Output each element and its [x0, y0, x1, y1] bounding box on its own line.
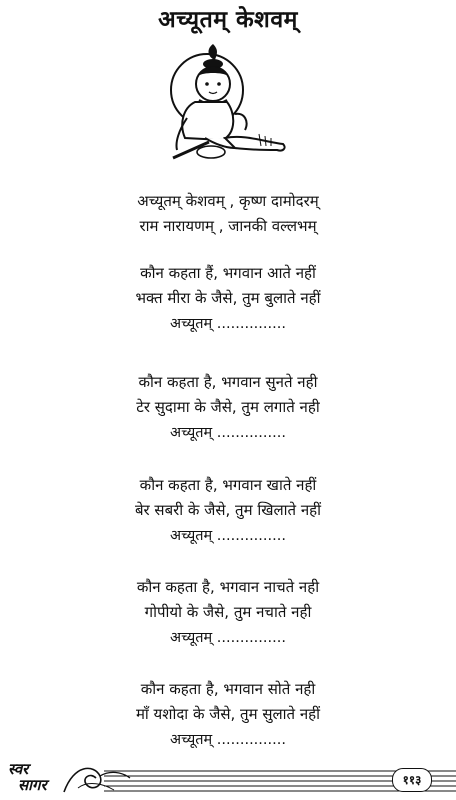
page-number: ११३: [392, 768, 432, 792]
logo-line-1: स्वर: [8, 760, 29, 778]
stanza-line: बेर सबरी के जैसे, तुम खिलाते नहीं: [134, 501, 322, 519]
stanza-line: कौन कहता है, भगवान सुनते नही: [138, 373, 318, 391]
refrain-line: अच्यूतम् ...............: [170, 732, 286, 748]
logo-line-2: सागर: [18, 776, 47, 794]
page-title: अच्यूतम् केशवम्: [158, 7, 298, 33]
stanza-line: गोपीयो के जैसे, तुम नचाते नही: [144, 603, 312, 621]
stanza-line: टेर सुदामा के जैसे, तुम लगाते नही: [136, 398, 320, 416]
refrain-line: अच्यूतम् ...............: [170, 630, 286, 646]
stanza-line: भक्त मीरा के जैसे, तुम बुलाते नहीं: [135, 289, 321, 307]
stanza-line: कौन कहता हैं, भगवान आते नहीं: [140, 264, 316, 282]
stanza-line: माँ यशोदा के जैसे, तुम सुलाते नहीं: [135, 705, 321, 723]
swar-sagar-logo: [4, 760, 68, 796]
refrain-line: अच्यूतम् ...............: [170, 316, 286, 332]
stanza-line: कौन कहता है, भगवान खाते नहीं: [139, 476, 317, 494]
refrain-line: अच्यूतम् ...............: [170, 528, 286, 544]
baby-krishna-illustration: [165, 42, 295, 170]
refrain-line: अच्यूतम् ...............: [170, 425, 286, 441]
intro-line: राम नारायणम् , जानकी वल्लभम्: [139, 217, 317, 235]
intro-line: अच्यूतम् केशवम् , कृष्ण दामोदरम्: [137, 192, 319, 210]
stanza-line: कौन कहता है, भगवान सोते नही: [140, 680, 316, 698]
stanza-line: कौन कहता है, भगवान नाचते नही: [136, 578, 320, 596]
